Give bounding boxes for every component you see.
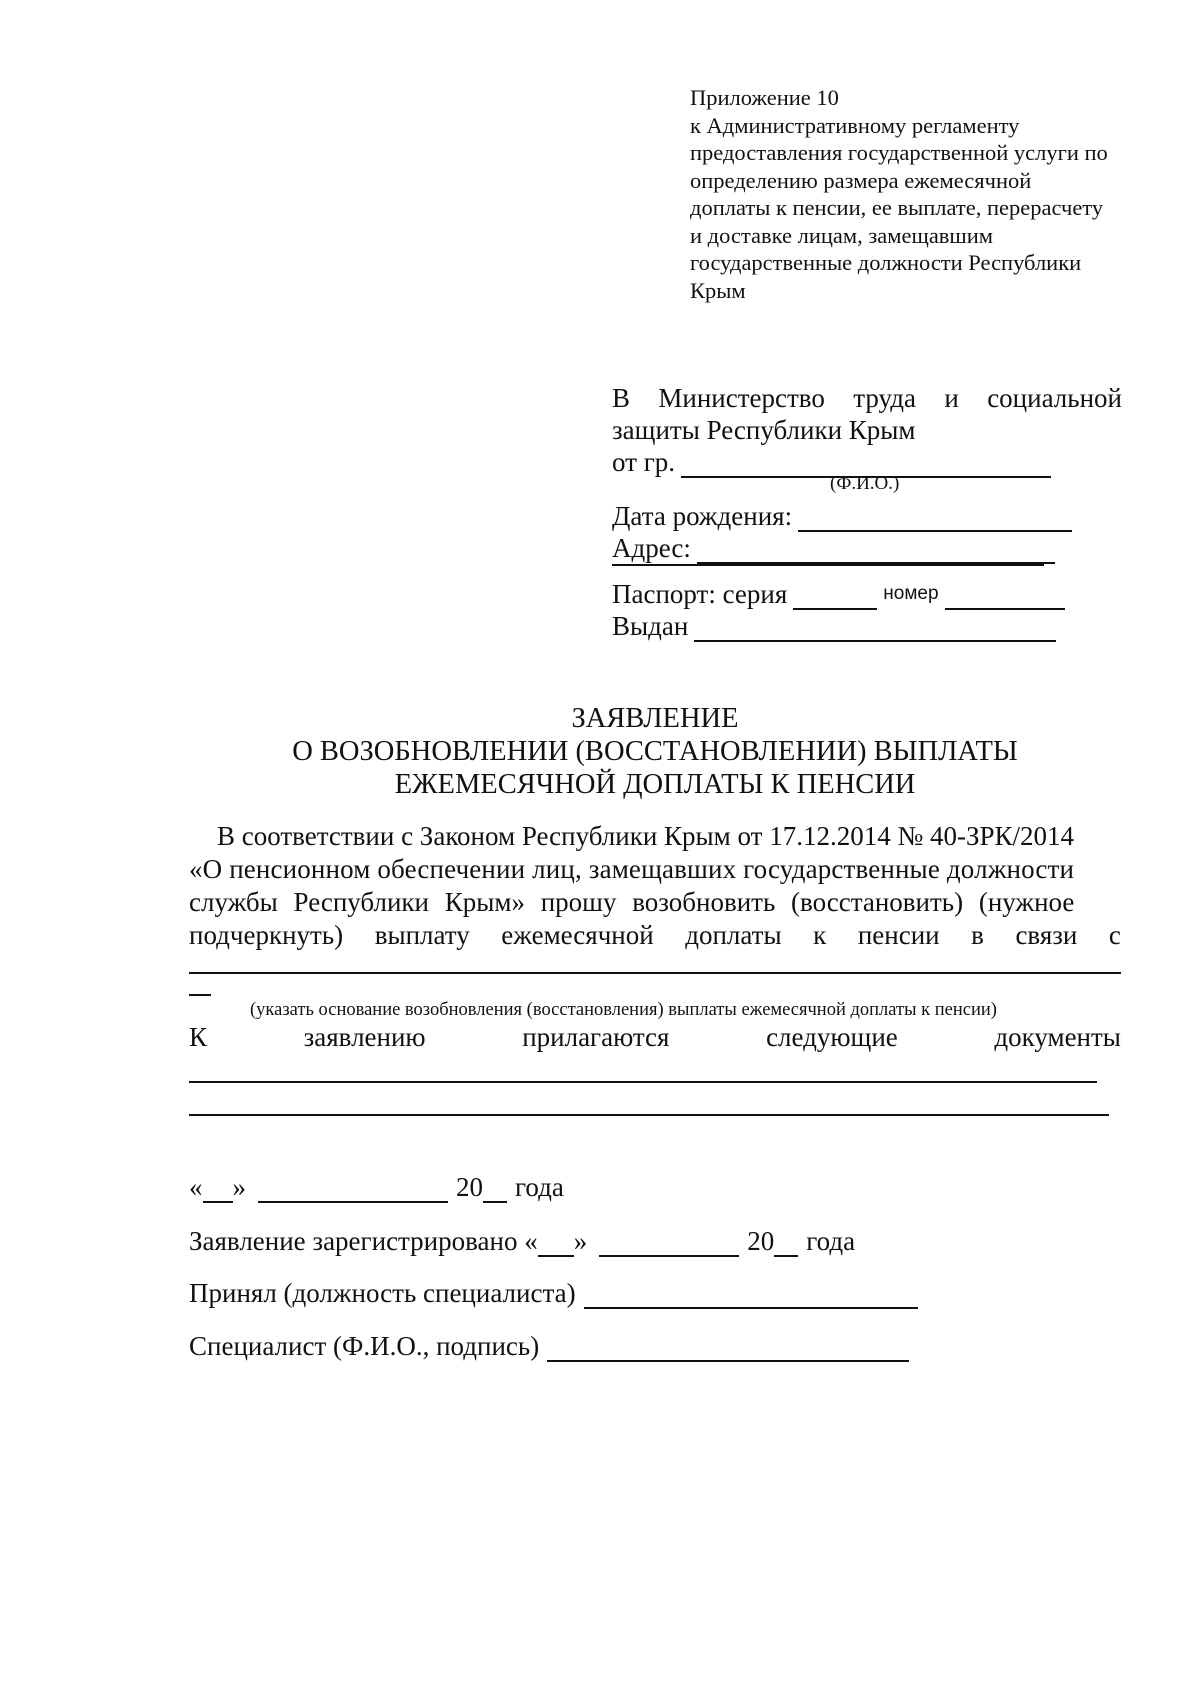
address-row bbox=[612, 532, 1122, 564]
recipient-line-1 bbox=[612, 382, 1122, 414]
from-label: от гр. bbox=[612, 447, 676, 477]
fio-hint: (Ф.И.О.) bbox=[830, 473, 900, 494]
address-field[interactable] bbox=[697, 540, 1055, 564]
specialist-label: Специалист (Ф.И.О., подпись) bbox=[189, 1331, 540, 1361]
appendix-line: государственные должности Республики bbox=[690, 250, 1082, 275]
body-word: к bbox=[813, 920, 827, 950]
passport-series-label: Паспорт: серия bbox=[612, 579, 788, 609]
date-close-quote: » bbox=[232, 1172, 246, 1202]
date-year-field[interactable] bbox=[483, 1179, 507, 1203]
documents-line bbox=[189, 1022, 1121, 1053]
date-year-prefix: 20 bbox=[456, 1172, 483, 1202]
date-row bbox=[189, 1172, 564, 1203]
body-line: В соответствии с Законом Республики Крым от 17.12.2014 № 40-ЗРК/2014 bbox=[217, 821, 1075, 851]
docs-word: следующие bbox=[766, 1022, 898, 1052]
title-line: ЗАЯВЛЕНИЕ bbox=[571, 703, 739, 734]
registered-label: Заявление зарегистрировано « bbox=[189, 1226, 538, 1256]
registered-close-quote: » bbox=[573, 1226, 588, 1256]
registered-row bbox=[189, 1226, 855, 1257]
accepted-field[interactable] bbox=[584, 1285, 918, 1309]
registered-year-prefix: 20 bbox=[747, 1226, 775, 1256]
title-line: О ВОЗОБНОВЛЕНИИ (ВОССТАНОВЛЕНИИ) ВЫПЛАТЫ bbox=[292, 736, 1018, 767]
document-title bbox=[200, 702, 1110, 801]
appendix-line: и доставке лицам, замещавшим bbox=[690, 222, 994, 248]
appendix-line: к Административному регламенту bbox=[690, 112, 1020, 138]
body-word: с bbox=[1108, 920, 1121, 950]
docs-word: заявлению bbox=[303, 1022, 426, 1052]
recipient-word: Министерство bbox=[658, 383, 825, 413]
body-word: пенсии bbox=[857, 920, 940, 950]
appendix-line: Приложение 10 bbox=[690, 85, 839, 110]
documents-field-1[interactable] bbox=[189, 1081, 1097, 1083]
application-body bbox=[189, 820, 1121, 952]
documents-field-2[interactable] bbox=[189, 1114, 1109, 1116]
appendix-line: Крым bbox=[690, 277, 746, 303]
docs-word: прилагаются bbox=[522, 1022, 670, 1052]
body-word: выплату bbox=[374, 920, 470, 950]
birth-row bbox=[612, 500, 1122, 532]
birth-label: Дата рождения: bbox=[612, 501, 793, 531]
issued-label: Выдан bbox=[612, 611, 689, 641]
body-word: подчеркнуть) bbox=[189, 920, 344, 950]
address-second-line bbox=[612, 564, 1122, 578]
appendix-line: предоставления государственной услуги по bbox=[690, 140, 1108, 165]
body-word: доплаты bbox=[685, 920, 782, 950]
docs-word: К bbox=[189, 1022, 208, 1052]
passport-row bbox=[612, 578, 1122, 610]
reason-field[interactable] bbox=[189, 972, 1121, 974]
address-label: Адрес: bbox=[612, 533, 691, 563]
body-word: связи bbox=[1015, 920, 1078, 950]
passport-number-label: номер bbox=[883, 583, 939, 604]
appendix-header bbox=[690, 84, 1160, 304]
recipient-word: В bbox=[612, 383, 631, 413]
body-line: службы Республики Крым» прошу возобновить (восстановить) (нужное bbox=[189, 887, 1075, 917]
appendix-line: определению размера ежемесячной bbox=[690, 167, 1032, 193]
accepted-label: Принял (должность специалиста) bbox=[189, 1278, 576, 1308]
specialist-row bbox=[189, 1331, 909, 1362]
issued-field[interactable] bbox=[694, 618, 1056, 642]
recipient-word: социальной bbox=[987, 383, 1122, 413]
appendix-line: доплаты к пенсии, ее выплате, перерасчету bbox=[690, 195, 1104, 220]
recipient-block bbox=[612, 382, 1122, 642]
recipient-word: труда bbox=[853, 383, 917, 413]
registered-year-field[interactable] bbox=[774, 1233, 798, 1257]
body-word: в bbox=[971, 920, 984, 950]
registered-month-field[interactable] bbox=[599, 1233, 739, 1257]
birth-date-field[interactable] bbox=[798, 508, 1072, 532]
body-line-4 bbox=[189, 919, 1121, 952]
specialist-field[interactable] bbox=[547, 1338, 909, 1362]
registered-day-field[interactable] bbox=[538, 1233, 574, 1257]
registered-year-suffix: года bbox=[806, 1226, 856, 1256]
date-day-field[interactable] bbox=[203, 1179, 233, 1203]
fio-hint-row bbox=[612, 473, 1122, 500]
issued-row bbox=[612, 610, 1122, 642]
title-line: ЕЖЕМЕСЯЧНОЙ ДОПЛАТЫ К ПЕНСИИ bbox=[394, 769, 916, 800]
passport-number-field[interactable] bbox=[945, 586, 1065, 610]
passport-series-field[interactable] bbox=[793, 586, 877, 610]
date-month-field[interactable] bbox=[258, 1179, 448, 1203]
accepted-row bbox=[189, 1278, 918, 1309]
reason-field-continuation[interactable] bbox=[189, 994, 211, 996]
date-year-suffix: года bbox=[515, 1172, 564, 1202]
address-field-line-2[interactable] bbox=[612, 564, 1044, 566]
body-line: «О пенсионном обеспечении лиц, замещавших государственные должности bbox=[189, 854, 1075, 884]
body-word: ежемесячной bbox=[501, 920, 654, 950]
date-open-quote: « bbox=[189, 1172, 203, 1202]
recipient-line-2: защиты Республики Крым bbox=[612, 415, 916, 445]
docs-word: документы bbox=[994, 1022, 1121, 1052]
reason-hint: (указать основание возобновления (восстановления) выплаты ежемесячной доплаты к пенсии) bbox=[250, 1000, 997, 1020]
recipient-word: и bbox=[944, 383, 959, 413]
